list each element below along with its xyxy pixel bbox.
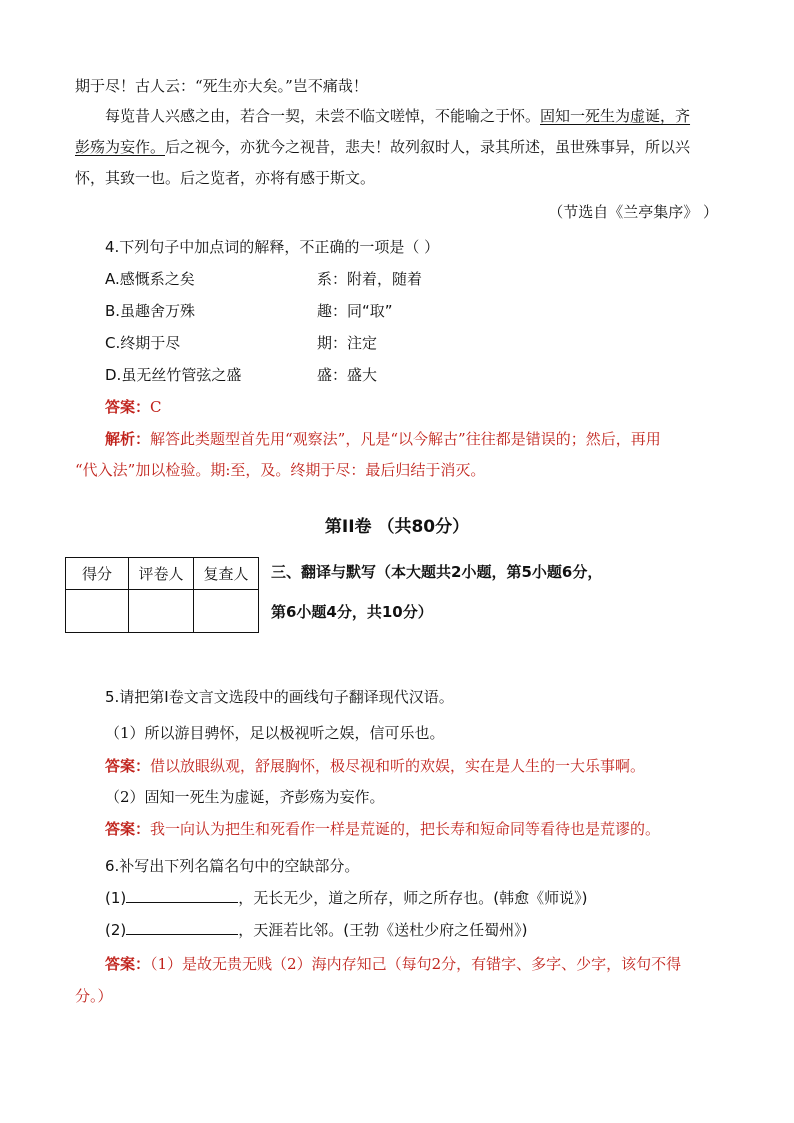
passage-text: 后之视今，亦犹今之视昔，悲夫！故列叙时人，录其所述，虽世殊事异，所以兴 bbox=[165, 138, 691, 156]
item-number: (2) bbox=[105, 921, 127, 939]
q4-option-c bbox=[105, 333, 377, 353]
option-label: A.感慨系之矣 bbox=[105, 270, 195, 288]
q4-analysis-line-2: “代入法”加以检验。期:至，及。终期于尽：最后归结于消灭。 bbox=[75, 461, 486, 479]
answer-text: 借以放眼纵观，舒展胸怀，极尽视和听的欢娱，实在是人生的一大乐事啊。 bbox=[150, 757, 646, 775]
underlined-sentence: 固知一死生为虚诞，齐 bbox=[540, 107, 691, 125]
item-text: ，天涯若比邻。(王勃《送杜少府之任蜀州》) bbox=[238, 921, 528, 939]
score-header: 得分 bbox=[66, 558, 129, 590]
q6-stem: 6.补写出下列名篇名句中的空缺部分。 bbox=[105, 857, 360, 875]
grader-header: 评卷人 bbox=[129, 558, 194, 590]
q5-answer-2 bbox=[105, 819, 660, 839]
q6-item-1 bbox=[105, 888, 587, 908]
option-gloss: 期：注定 bbox=[317, 334, 378, 352]
section-title: 第II卷 （共80分） bbox=[324, 517, 470, 537]
q6-item-2 bbox=[105, 920, 527, 940]
answer-value: C bbox=[150, 398, 162, 416]
option-label: C.终期于尽 bbox=[105, 334, 181, 352]
passage-line-4: 怀，其致一也。后之览者，亦将有感于斯文。 bbox=[75, 169, 376, 187]
analysis-text: 解答此类题型首先用“观察法”，凡是“以今解古”往往都是错误的；然后，再用 bbox=[150, 430, 661, 448]
score-table bbox=[65, 557, 259, 633]
answer-label: 答案： bbox=[105, 820, 151, 838]
q6-answer-line-1 bbox=[105, 954, 681, 974]
q5-stem: 5.请把第I卷文言文选段中的画线句子翻译现代汉语。 bbox=[105, 688, 454, 706]
underlined-sentence: 彭殇为妄作。 bbox=[75, 138, 166, 156]
reviewer-header: 复查人 bbox=[194, 558, 259, 590]
q4-option-b bbox=[105, 301, 393, 321]
q5-item-2: （2）固知一死生为虚诞，齐彭殇为妄作。 bbox=[105, 788, 385, 806]
q4-option-a bbox=[105, 269, 422, 289]
q4-option-d bbox=[105, 365, 377, 385]
q4-answer bbox=[105, 397, 162, 417]
option-gloss: 盛：盛大 bbox=[317, 366, 378, 384]
reviewer-cell bbox=[194, 590, 259, 633]
option-label: D.虽无丝竹管弦之盛 bbox=[105, 366, 242, 384]
grader-cell bbox=[129, 590, 194, 633]
q5-answer-1 bbox=[105, 756, 645, 776]
option-gloss: 趣：同“取” bbox=[317, 302, 393, 320]
q6-answer-line-2: 分。） bbox=[75, 987, 113, 1005]
passage-source: （节选自《兰亭集序》 ） bbox=[548, 203, 718, 221]
answer-text: 我一向认为把生和死看作一样是荒诞的，把长寿和短命同等看待也是荒谬的。 bbox=[150, 820, 661, 838]
answer-label: 答案： bbox=[105, 955, 151, 973]
score-cell bbox=[66, 590, 129, 633]
section-heading-line-1: 三、翻译与默写（本大题共2小题，第5小题6分， bbox=[271, 563, 603, 581]
passage-text: 每览昔人兴感之由，若合一契，未尝不临文嗟悼，不能喻之于怀。 bbox=[105, 107, 541, 125]
answer-label: 答案： bbox=[105, 398, 151, 416]
item-number: (1) bbox=[105, 889, 127, 907]
q4-analysis-line-1 bbox=[105, 429, 661, 449]
passage-line-2 bbox=[105, 106, 690, 126]
analysis-label: 解析： bbox=[105, 430, 151, 448]
answer-blank[interactable] bbox=[126, 888, 238, 903]
option-gloss: 系：附着，随着 bbox=[317, 270, 423, 288]
q4-stem: 4.下列句子中加点词的解释，不正确的一项是（ ） bbox=[105, 238, 440, 256]
item-text: ，无长无少，道之所存，师之所存也。(韩愈《师说》) bbox=[238, 889, 588, 907]
answer-text: （1）是故无贵无贱（2）海内存知己（每句2分，有错字、多字、少字，该句不得 bbox=[150, 955, 682, 973]
answer-blank[interactable] bbox=[126, 920, 238, 935]
passage-line-1: 期于尽！古人云：“死生亦大矣。”岂不痛哉！ bbox=[75, 77, 368, 95]
answer-label: 答案： bbox=[105, 757, 151, 775]
section-heading-line-2: 第6小题4分，共10分） bbox=[271, 603, 433, 621]
passage-line-3 bbox=[75, 137, 690, 157]
option-label: B.虽趣舍万殊 bbox=[105, 302, 196, 320]
q5-item-1: （1）所以游目骋怀，足以极视听之娱，信可乐也。 bbox=[105, 724, 445, 742]
